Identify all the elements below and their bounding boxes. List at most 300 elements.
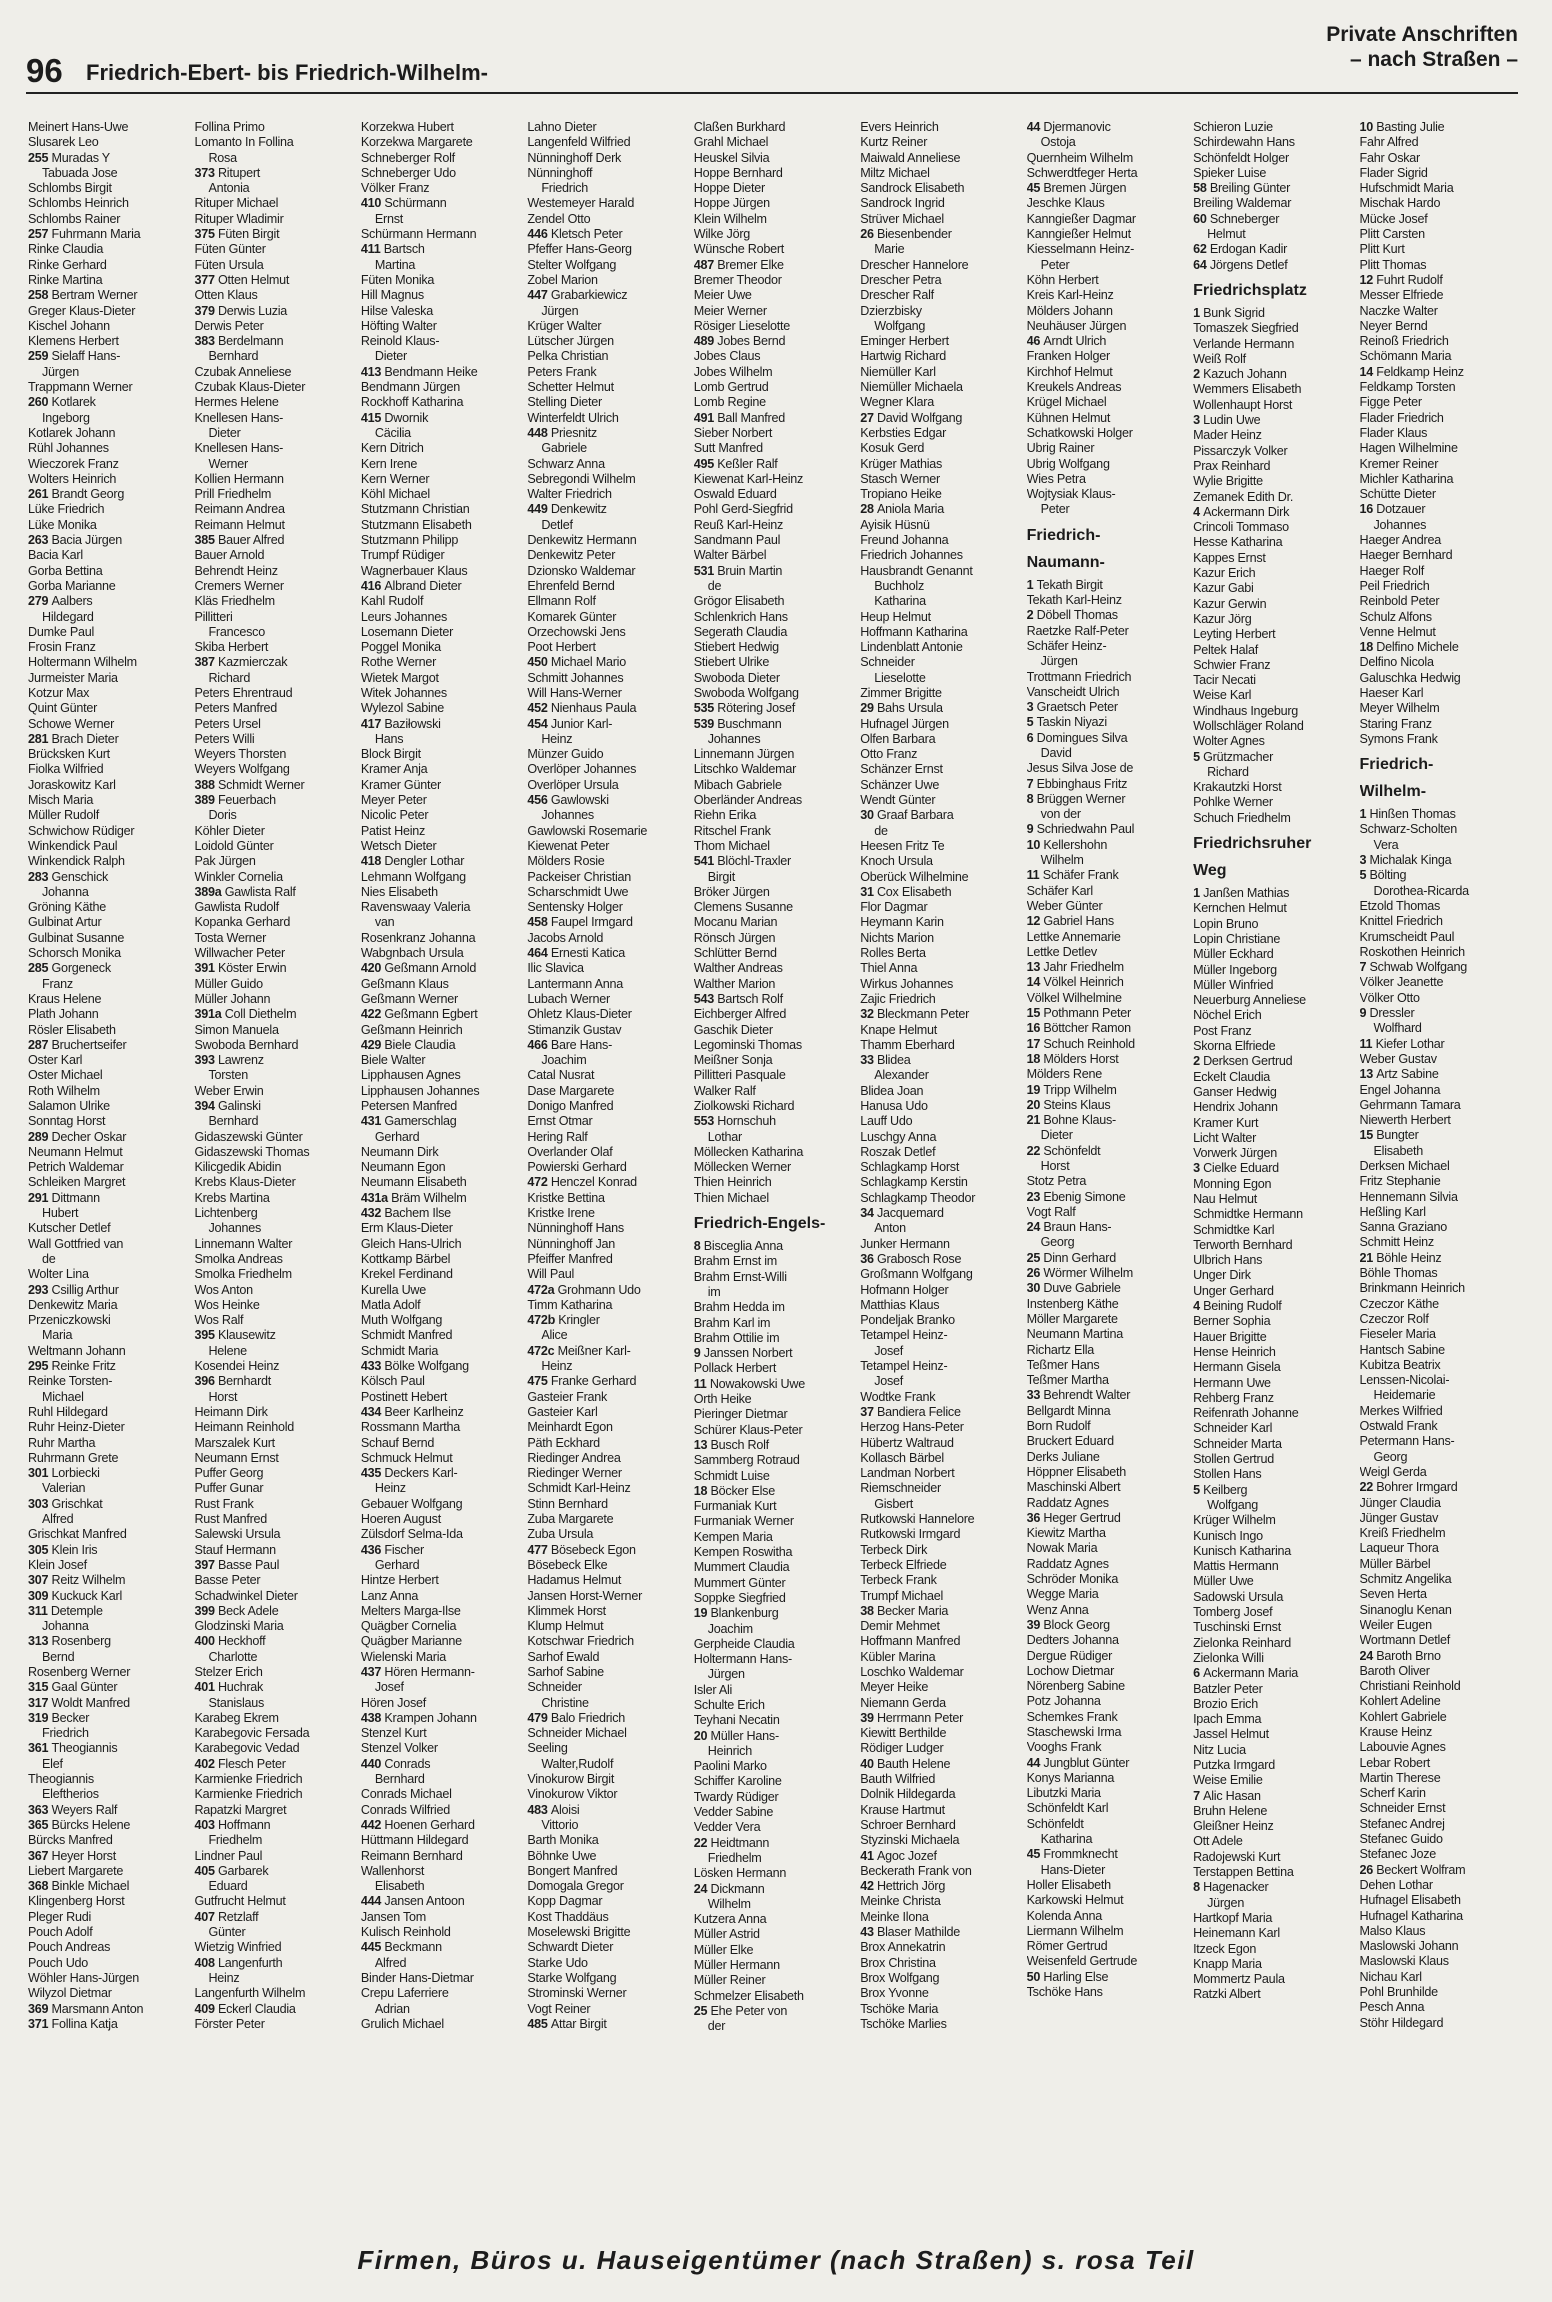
resident-entry: Kreukels Andreas [1026,380,1122,395]
resident-entry: Orth Heike [693,1392,752,1407]
house-number: 395 [194,1328,218,1343]
resident-entry: Kazur Erich [1193,566,1256,581]
resident-entry: Windhaus Ingeburg [1193,703,1299,718]
resident-entry: Ohletz Klaus-Dieter [527,1007,632,1022]
resident-entry: 44 Jungblut Günter [1026,1755,1130,1770]
resident-entry: Kappes Ernst [1193,550,1266,565]
resident-entry: Hermann Uwe [1193,1375,1271,1390]
house-number: 4 [1193,1299,1204,1314]
resident-entry: Wünsche Robert [693,242,785,257]
resident-entry: Stutzmann Elisabeth [360,517,472,532]
house-number: 291 [28,1190,52,1205]
resident-entry: Licht Walter [1193,1130,1257,1145]
resident-entry: Kost Thaddäus [527,1909,609,1924]
resident-entry: 6 Ackermann Maria [1193,1666,1299,1681]
resident-entry: Jobes Wilhelm [693,364,773,379]
house-number: 397 [194,1557,218,1572]
resident-entry: Tosta Werner [194,930,267,945]
resident-entry: Wirkus Johannes [860,976,954,991]
resident-entry: 450 Michael Mario [527,655,626,670]
house-number: 393 [194,1053,218,1068]
resident-entry: Hanusa Udo [860,1099,928,1113]
resident-entry: Nichau Karl [1359,1969,1422,1984]
resident-entry: Schäfer Heinz- [1026,638,1107,653]
resident-entry: Kristke Bettina [527,1190,605,1205]
house-number: 415 [360,410,385,425]
house-number: 315 [28,1680,52,1695]
resident-entry: Denkewitz Peter [527,548,616,563]
resident-entry: Pissarczyk Volker [1193,443,1288,458]
resident-entry: Evers Heinrich [860,120,939,134]
resident-entry: Nichts Marion [860,930,934,945]
resident-entry: Hartkopf Maria [1193,1910,1273,1925]
resident-entry: Schatkowski Holger [1026,425,1133,440]
resident-entry: Römer Gertrud [1026,1939,1108,1954]
resident-entry: Kopanka Gerhard [194,915,291,930]
resident-entry: Ipach Emma [1193,1712,1262,1727]
resident-entry: Stiebert Ulrike [693,655,770,670]
resident-entry: 259 Sielaff Hans- [28,349,121,364]
resident-entry: Czeczor Rolf [1359,1311,1429,1326]
resident-entry: Schleiken Margret [28,1175,126,1190]
resident-entry: Roth Wilhelm [28,1083,100,1098]
resident-entry: Schänzer Uwe [860,777,940,792]
resident-entry: 377 Otten Helmut [194,272,290,287]
resident-entry: 263 Bacia Jürgen [28,533,123,548]
resident-entry: Meyer Peter [360,793,427,808]
house-number: 1 [1026,577,1037,592]
house-number: 13 [1359,1067,1377,1082]
resident-entry: Malso Klaus [1359,1923,1426,1938]
resident-entry: Mommertz Paula [1193,1972,1285,1987]
resident-entry: Gorba Marianne [28,578,116,593]
resident-entry: Joraskowitz Karl [28,777,116,792]
house-number: 495 [693,456,718,471]
resident-entry: Krause Hartmut [860,1802,945,1817]
resident-entry: Swoboda Bernhard [194,1037,299,1052]
resident-entry: Karkowski Helmut [1026,1893,1124,1908]
resident-entry: Wallenhorst [360,1863,425,1878]
house-number: 2 [1193,1054,1204,1069]
resident-entry: 5 Grützmacher [1193,749,1274,764]
resident-entry: Weber Günter [1026,898,1103,913]
resident-entry: Haeser Karl [1359,685,1424,700]
resident-entry: 13 Busch Rolf [693,1437,769,1452]
house-number: 311 [28,1603,51,1618]
resident-entry: 445 Beckmann [360,1940,442,1955]
resident-entry: Terbeck Frank [860,1573,937,1588]
resident-entry: Puffer Georg [194,1466,264,1481]
resident-entry: Verlande Hermann [1193,336,1295,351]
entry-continuation: Heinz [541,1359,573,1374]
resident-entry: Konys Marianna [1026,1770,1115,1785]
entry-continuation: Dorothea-Ricarda [1373,883,1469,898]
house-number: 42 [860,1879,877,1894]
house-number: 319 [28,1710,52,1725]
resident-entry: Kolenda Anna [1026,1908,1103,1923]
resident-entry: Karmienke Friedrich [194,1772,303,1787]
resident-entry: Flader Klaus [1359,425,1428,440]
resident-entry: Fahr Oskar [1359,150,1420,165]
resident-entry: Gasteier Frank [527,1389,608,1404]
resident-entry: Walther Andreas [693,961,783,976]
house-number: 394 [194,1099,218,1113]
resident-entry: Linnemann Jürgen [693,747,795,762]
house-number: 367 [28,1848,52,1863]
resident-entry: Breiling Waldemar [1193,196,1292,211]
house-number: 9 [1026,822,1037,837]
house-number: 32 [860,1007,877,1022]
resident-entry: 64 Jörgens Detlef [1193,257,1288,272]
resident-entry: Nünninghoff Hans [527,1221,624,1236]
resident-entry: Reinke Torsten- [28,1374,113,1389]
resident-entry: 39 Block Georg [1026,1617,1110,1632]
entry-continuation: Gisbert [874,1496,914,1511]
house-number: 24 [693,1881,711,1896]
resident-entry: Soppke Siegfried [693,1590,786,1605]
directory-column-9 [1360,120,1522,2205]
resident-entry: Dzionsko Waldemar [527,563,636,578]
resident-entry: Isler Ali [693,1682,733,1697]
entry-continuation: Adrian [374,2001,410,2016]
resident-entry: Hoffmann Manfred [860,1634,961,1649]
resident-entry: Rust Manfred [194,1512,268,1527]
resident-entry: Merkes Wilfried [1359,1403,1443,1418]
house-number: 45 [1026,181,1044,196]
resident-entry: Hufnagel Jürgen [860,716,949,731]
resident-entry: 37 Bandiera Felice [860,1404,961,1419]
resident-entry: Frosin Franz [28,640,96,655]
resident-entry: Gutfrucht Helmut [194,1894,286,1909]
house-number: 452 [527,701,551,716]
house-number: 422 [360,1007,385,1022]
entry-continuation: Michael [42,1389,84,1404]
resident-entry: Schemkes Frank [1026,1709,1118,1724]
resident-entry: Mücke Josef [1359,211,1428,226]
house-number: 8 [1026,791,1037,806]
resident-entry: Meier Werner [693,303,767,318]
resident-entry: Prax Reinhard [1193,458,1271,473]
house-number: 1 [1193,305,1204,320]
resident-entry: Schmitz Angelika [1359,1572,1452,1587]
entry-continuation: Hans [374,731,404,746]
resident-entry: Sonntag Horst [28,1114,106,1129]
resident-entry: 313 Rosenberg [28,1634,111,1649]
resident-entry: 396 Bernhardt [194,1374,272,1389]
resident-entry: 391 Köster Erwin [194,961,287,976]
resident-entry: Gerpheide Claudia [693,1636,795,1651]
house-number: 369 [28,2001,52,2016]
resident-entry: Thien Michael [693,1190,769,1205]
house-number: 466 [527,1037,551,1052]
resident-entry: 10 Kellershohn [1026,837,1108,852]
resident-entry: Neuhäuser Jürgen [1026,318,1127,333]
house-number: 431a [360,1190,392,1205]
resident-entry: Neumann Martina [1026,1327,1123,1342]
resident-entry: Tschöke Hans [1026,1985,1103,2000]
resident-entry: Stollen Hans [1193,1467,1262,1482]
entry-continuation: Josef [874,1374,904,1389]
resident-entry: Eckelt Claudia [1193,1069,1271,1084]
resident-entry: Furmaniak Kurt [693,1499,777,1514]
entry-continuation: Joachim [541,1053,587,1068]
resident-entry: 541 Blöchl-Traxler [693,854,791,869]
resident-entry: Höppner Elisabeth [1026,1464,1126,1479]
resident-entry: Müller Guido [194,976,263,991]
resident-entry: Schönfeldt Holger [1193,150,1289,165]
resident-entry: 1 Hinßen Thomas [1359,807,1456,822]
entry-continuation: Johannes [1373,517,1427,532]
resident-entry: Teßmer Hans [1026,1357,1100,1372]
resident-entry: Lebar Robert [1359,1755,1431,1770]
resident-entry: Trappmann Werner [28,380,133,395]
resident-entry: 475 Franke Gerhard [527,1374,637,1389]
house-number: 36 [860,1251,877,1266]
house-number: 464 [527,946,551,961]
resident-entry: Litschko Waldemar [693,762,797,777]
resident-entry: Mischak Hardo [1359,196,1441,211]
house-number: 28 [860,502,877,517]
directory-column-4 [527,120,689,2205]
resident-entry: Völker Jeanette [1359,975,1444,990]
resident-entry: Grischkat Manfred [28,1527,127,1542]
resident-entry: 420 Geßmann Arnold [360,961,477,976]
house-number: 30 [1026,1281,1044,1296]
house-number: 483 [527,1802,551,1817]
resident-entry: 17 Schuch Reinhold [1026,1036,1135,1051]
resident-entry: 18 Böcker Else [693,1483,775,1498]
entry-continuation: de [707,578,722,593]
resident-entry: Paolini Marko [693,1759,767,1774]
street-heading: Naumann- [1026,553,1105,571]
entry-continuation: Francesco [208,624,265,639]
resident-entry: Putzka Irmgard [1193,1757,1275,1772]
resident-entry: Weisenfeld Gertrude [1026,1954,1138,1969]
resident-entry: Brahm Hedda im [693,1300,785,1315]
resident-entry: Kotzur Max [28,685,90,700]
entry-continuation: Gabriele [541,441,587,456]
resident-entry: Richartz Ella [1026,1342,1095,1357]
resident-entry: Denkewitz Hermann [527,533,637,548]
resident-entry: Bruckert Eduard [1026,1434,1114,1449]
resident-entry: Weber Gustav [1359,1051,1437,1066]
entry-continuation: van [374,915,395,930]
resident-entry: 305 Klein Iris [28,1542,98,1557]
entry-continuation: Katharina [874,594,926,609]
resident-entry: Gidaszewski Günter [194,1129,303,1144]
house-number: 434 [360,1404,385,1419]
resident-entry: Wortmann Detlef [1359,1633,1451,1648]
resident-entry: Rothe Werner [360,655,437,670]
resident-entry: Galuschka Hedwig [1359,670,1461,685]
resident-entry: Glodzinski Maria [194,1619,284,1634]
resident-entry: Trumpf Rüdiger [360,548,445,563]
resident-entry: Korzekwa Margarete [360,135,473,150]
resident-entry: 409 Eckerl Claudia [194,2001,296,2016]
resident-entry: Hoppe Dieter [693,181,765,196]
resident-entry: 444 Jansen Antoon [360,1894,465,1909]
resident-entry: Bendmann Jürgen [360,380,461,395]
entry-continuation: Heidemarie [1373,1388,1436,1403]
resident-entry: Greger Klaus-Dieter [28,303,136,318]
resident-entry: Moselewski Brigitte [527,1925,631,1940]
resident-entry: Luschgy Anna [860,1129,937,1144]
house-number: 255 [28,150,52,165]
resident-entry: Ostwald Frank [1359,1419,1438,1434]
resident-entry: Bremer Theodor [693,272,782,287]
resident-entry: Friedrich Johannes [860,548,963,563]
resident-entry: 422 Geßmann Egbert [360,1007,478,1022]
resident-entry: Terworth Bernhard [1193,1237,1293,1252]
resident-entry: 8 Brüggen Werner [1026,791,1126,806]
house-number: 531 [693,563,718,578]
resident-entry: Geßmann Klaus [360,976,449,991]
resident-entry: Pouch Udo [28,1955,89,1970]
resident-entry: Schwarz-Scholten [1359,822,1457,837]
resident-entry: Beckerath Frank von [860,1863,972,1878]
resident-entry: Przeniczkowski [28,1313,111,1328]
resident-entry: Pouch Adolf [28,1925,93,1940]
resident-entry: Walther Marion [693,976,776,991]
resident-entry: Müller Elke [693,1942,754,1957]
house-number: 543 [693,991,718,1006]
house-number: 413 [360,364,385,379]
resident-entry: Wielenski Maria [360,1649,447,1664]
resident-entry: Haeger Bernhard [1359,548,1453,563]
resident-entry: Quägber Marianne [360,1634,462,1649]
resident-entry: Quernheim Wilhelm [1026,150,1133,165]
resident-entry: Schuch Friedhelm [1193,810,1291,825]
resident-entry: Karabeg Ekrem [194,1710,279,1725]
resident-entry: Stauf Hermann [194,1542,276,1557]
resident-entry: Völkel Wilhelmine [1026,990,1122,1005]
resident-entry: Plath Johann [28,1007,99,1022]
resident-entry: Witek Johannes [360,685,447,700]
resident-entry: Itzeck Egon [1193,1941,1257,1956]
resident-entry: 319 Becker [28,1710,90,1725]
resident-entry: Sandrock Ingrid [860,196,945,211]
resident-entry: Labouvie Agnes [1359,1740,1446,1755]
resident-entry: Neumann Egon [360,1160,446,1175]
resident-entry: Wos Anton [194,1282,253,1297]
resident-entry: Köhler Dieter [194,823,265,838]
resident-entry: 7 Schwab Wolfgang [1359,960,1468,975]
resident-entry: 436 Fischer [360,1542,424,1557]
resident-entry: Vinokurow Birgit [527,1772,615,1787]
resident-entry: Weise Karl [1193,688,1252,703]
resident-entry: Ziolkowski Richard [693,1099,795,1113]
resident-entry: 434 Beer Karlheinz [360,1404,464,1419]
resident-entry: Schneberger Rolf [360,150,455,165]
house-number: 2 [1026,608,1037,623]
resident-entry: Ruhl Hildegard [28,1404,108,1419]
house-number: 401 [194,1680,218,1695]
house-number: 448 [527,425,551,440]
house-number: 2 [1193,367,1204,382]
resident-entry: Schneider Marta [1193,1436,1282,1451]
resident-entry: 22 Bohrer Irmgard [1359,1480,1458,1495]
resident-entry: Salamon Ulrike [28,1099,110,1113]
resident-entry: 307 Reitz Wilhelm [28,1573,126,1588]
resident-entry: Tropiano Heike [860,487,942,502]
resident-entry: 388 Schmidt Werner [194,777,305,792]
house-number: 287 [28,1037,52,1052]
resident-entry: 10 Basting Julie [1359,120,1445,134]
house-number: 456 [527,793,551,808]
entry-continuation: Walter,Rudolf [541,1756,614,1771]
resident-entry: Heimann Reinhold [194,1420,295,1435]
resident-entry: Hauer Brigitte [1193,1329,1267,1344]
resident-entry: Knellesen Hans- [194,410,284,425]
resident-entry: Gawlista Rudolf [194,900,279,915]
entry-continuation: Antonia [208,181,250,196]
resident-entry: Rossmann Martha [360,1420,461,1435]
resident-entry: Messer Elfriede [1359,288,1444,303]
resident-entry: 42 Hettrich Jörg [860,1879,946,1894]
house-number: 309 [28,1588,52,1603]
resident-entry: Lichtenberg [194,1206,258,1221]
resident-entry: Gaschik Dieter [693,1022,773,1037]
resident-entry: Wolters Heinrich [28,471,117,486]
resident-entry: 15 Bungter [1359,1128,1419,1143]
house-number: 22 [693,1835,711,1850]
resident-entry: Vogt Reiner [527,2001,591,2016]
resident-entry: 40 Bauth Helene [860,1756,951,1771]
resident-entry: Baroth Oliver [1359,1663,1430,1678]
resident-entry: Hantsch Sabine [1359,1342,1445,1357]
house-number: 13 [1026,960,1044,975]
resident-entry: 41 Agoc Jozef [860,1848,937,1863]
resident-entry: Kutscher Detlef [28,1221,111,1236]
resident-entry: Weyers Thorsten [194,747,287,762]
entry-continuation: Johannes [208,1221,262,1236]
resident-entry: Clemens Susanne [693,900,793,915]
resident-entry: Kiewenat Karl-Heinz [693,471,804,486]
resident-entry: Hoppe Jürgen [693,196,770,211]
house-number: 24 [1359,1648,1377,1663]
resident-entry: Nünninghoff [527,165,593,180]
resident-entry: 2 Kazuch Johann [1193,367,1287,382]
resident-entry: 13 Artz Sabine [1359,1067,1439,1082]
resident-entry: Müller Eckhard [1193,947,1274,962]
entry-continuation: Marie [874,242,905,257]
resident-entry: Schwardt Dieter [527,1940,614,1955]
resident-entry: Blidea Joan [860,1083,924,1098]
resident-entry: Nicolic Peter [360,808,429,823]
resident-entry: 458 Faupel Irmgard [527,915,633,930]
entry-continuation: Franz [42,976,73,991]
resident-entry: Mummert Günter [693,1575,786,1590]
resident-entry: Stinn Bernhard [527,1496,608,1511]
resident-entry: 255 Muradas Y [28,150,110,165]
resident-entry: Lütscher Jürgen [527,334,614,349]
house-number: 396 [194,1374,218,1389]
resident-entry: Holtermann Wilhelm [28,655,137,670]
entry-continuation: Buchholz [874,578,924,593]
resident-entry: 283 Genschick [28,869,109,884]
resident-entry: Mölders Johann [1026,303,1113,318]
resident-entry: Eichberger Alfred [693,1007,787,1022]
house-number: 389 [194,793,218,808]
resident-entry: Vedder Sabine [693,1805,774,1820]
street-heading: Friedrich- [1359,756,1434,774]
house-number: 303 [28,1496,52,1511]
resident-entry: Niemüller Michaela [860,380,963,395]
street-heading: Friedrich- [1026,526,1101,544]
resident-entry: Krüger Walter [527,318,602,333]
entry-continuation: Peter [1040,257,1070,272]
resident-entry: Fieseler Maria [1359,1327,1436,1342]
